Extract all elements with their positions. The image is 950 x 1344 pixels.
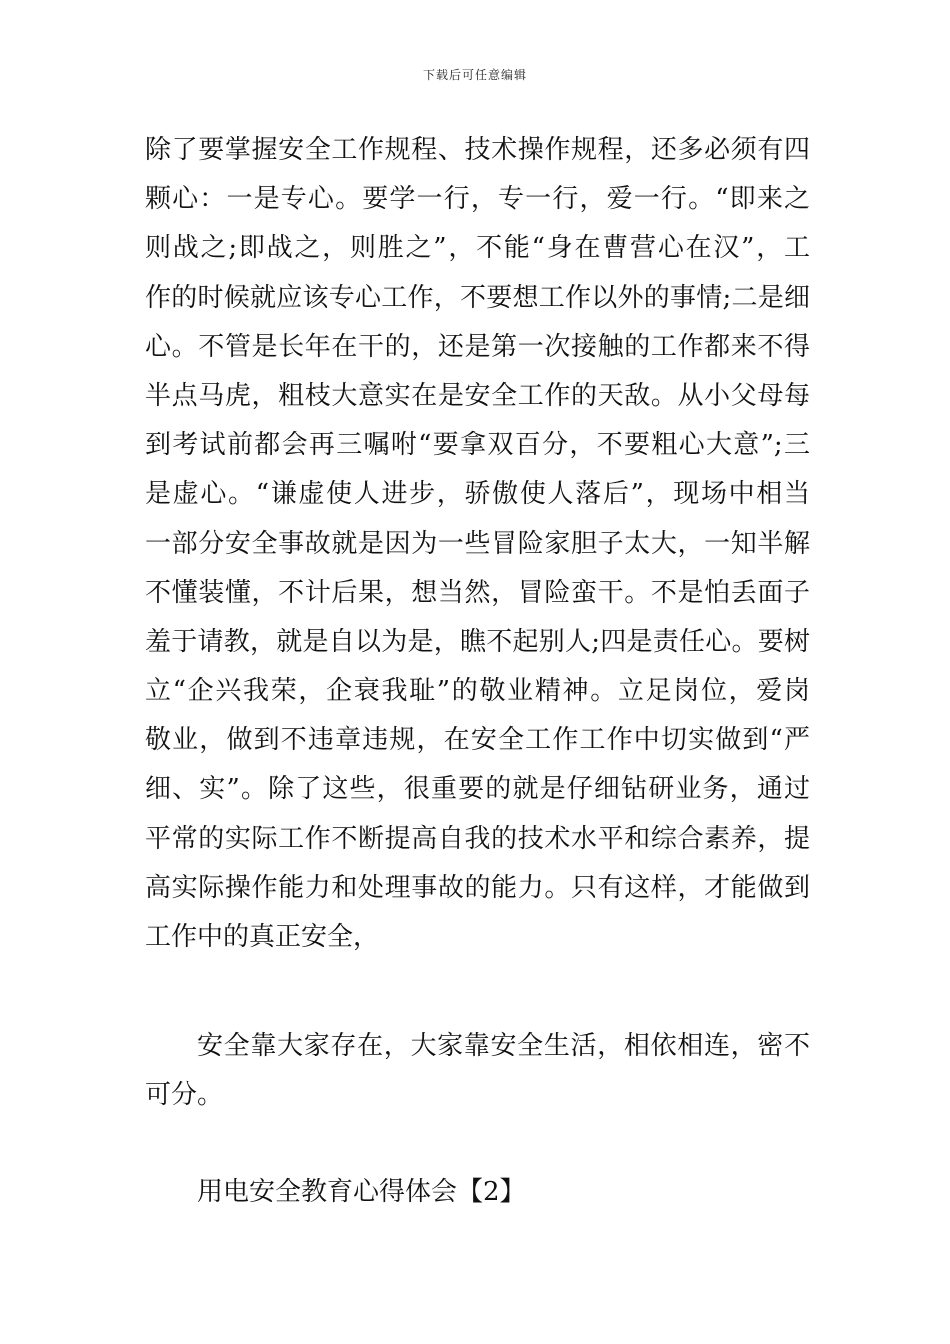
paragraph-line: 到考试前都会再三嘱咐“要拿双百分，不要粗心大意”;三 (145, 430, 810, 461)
paragraph-safety-four-hearts (145, 126, 810, 962)
paragraph-line: 平常的实际工作不断提高自我的技术水平和综合素养，提 (145, 823, 810, 854)
paragraph-line: 作的时候就应该专心工作，不要想工作以外的事情;二是细 (145, 282, 810, 313)
paragraph-line: 高实际操作能力和处理事故的能力。只有这样，才能做到 (145, 872, 810, 903)
paragraph-line: 心。不管是长年在干的，还是第一次接触的工作都来不得 (145, 331, 810, 362)
paragraph-line: 羞于请教，就是自以为是，瞧不起别人;四是责任心。要树 (145, 626, 810, 657)
paragraph-line: 工作中的真正安全， (145, 922, 380, 952)
paragraph-safety-depend (145, 1022, 810, 1120)
paragraph-line: 除了要掌握安全工作规程、技术操作规程，还多必须有四 (145, 135, 810, 165)
section-heading (145, 1168, 810, 1217)
paragraph-line: 细、实”。除了这些，很重要的就是仔细钻研业务，通过 (145, 774, 810, 805)
paragraph-line: 敬业，做到不违章违规，在安全工作工作中切实做到“严 (145, 725, 810, 756)
paragraph-line: 是虚心。“谦虚使人进步，骄傲使人落后”，现场中相当 (145, 479, 810, 510)
paragraph-line: 安全靠大家存在，大家靠安全生活，相依相连，密不 (197, 1031, 810, 1061)
paragraph-line: 立“企兴我荣，企衰我耻”的敬业精神。立足岗位，爱岗 (145, 676, 810, 707)
paragraph-line: 颗心：一是专心。要学一行，专一行，爱一行。“即来之 (145, 184, 810, 215)
paragraph-line: 一部分安全事故就是因为一些冒险家胆子太大，一知半解 (145, 528, 810, 559)
paragraph-line: 可分。 (145, 1080, 224, 1111)
page-header-note: 下载后可任意编辑 (422, 68, 527, 82)
section-heading-text: 用电安全教育心得体会【2】 (197, 1177, 526, 1207)
paragraph-line: 则战之;即战之，则胜之”，不能“身在曹营心在汉”，工 (145, 233, 810, 264)
paragraph-line: 半点马虎，粗枝大意实在是安全工作的天敌。从小父母每 (145, 380, 810, 411)
paragraph-line: 不懂装懂，不计后果，想当然，冒险蛮干。不是怕丢面子 (145, 577, 810, 608)
